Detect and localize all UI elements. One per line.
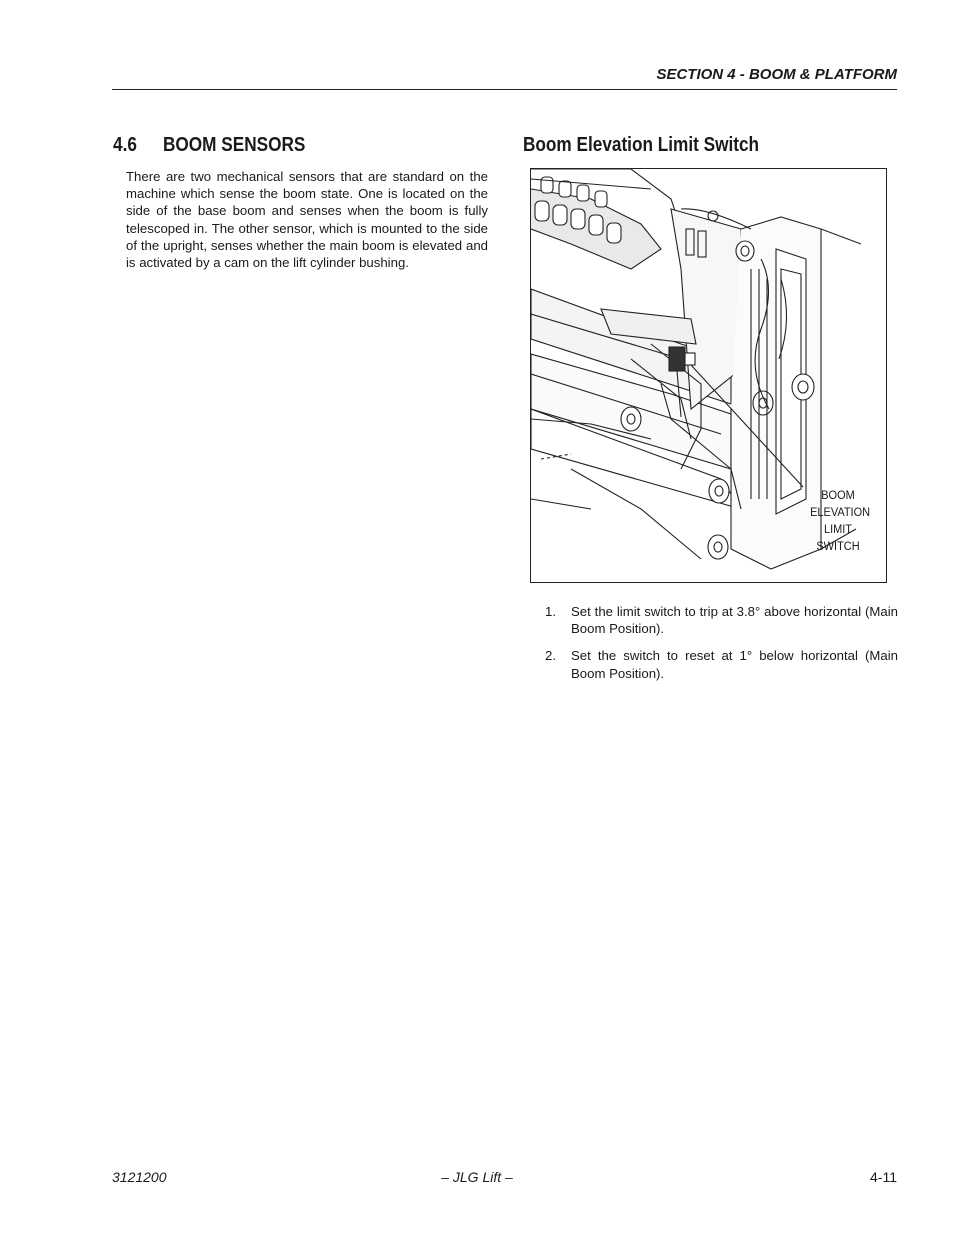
step-number: 2. [545, 648, 556, 664]
callout-line: BOOM [821, 488, 855, 502]
boom-elevation-limit-switch-figure [530, 168, 887, 583]
callout-line: ELEVATION [810, 505, 871, 519]
section-header: SECTION 4 - BOOM & PLATFORM [656, 66, 897, 83]
section-number: 4.6 [113, 134, 137, 156]
page-number: 4-11 [870, 1169, 897, 1185]
callout-line: LIMIT [823, 522, 853, 536]
step-text: Set the switch to reset at 1° below horizontal (Main Boom Position). [571, 648, 898, 681]
procedure-step [545, 647, 898, 681]
subsection-title: Boom Elevation Limit Switch [523, 134, 760, 156]
procedure-steps [545, 603, 898, 692]
callout-line: SWITCH [816, 539, 860, 553]
document-number: 3121200 [112, 1169, 167, 1185]
section-title: BOOM SENSORS [163, 134, 306, 156]
step-number: 1. [545, 604, 556, 619]
boom-elevation-limit-switch-callout [810, 487, 871, 555]
section-body-text: There are two mechanical sensors that are standard on the machine which sense the boom state. One is located on the side of the base boom and senses when the boom is fully telescoped in. The other sensor, which is mounted to the side of the upright, senses whether the main boom is elevated and is activated by a cam on the lift cylinder bushing. [126, 169, 488, 271]
footer-brand: – JLG Lift – [441, 1169, 513, 1185]
procedure-step [545, 603, 898, 637]
header-divider [112, 89, 897, 90]
step-text: Set the limit switch to trip at 3.8° above horizontal (Main Boom Position). [571, 604, 898, 637]
